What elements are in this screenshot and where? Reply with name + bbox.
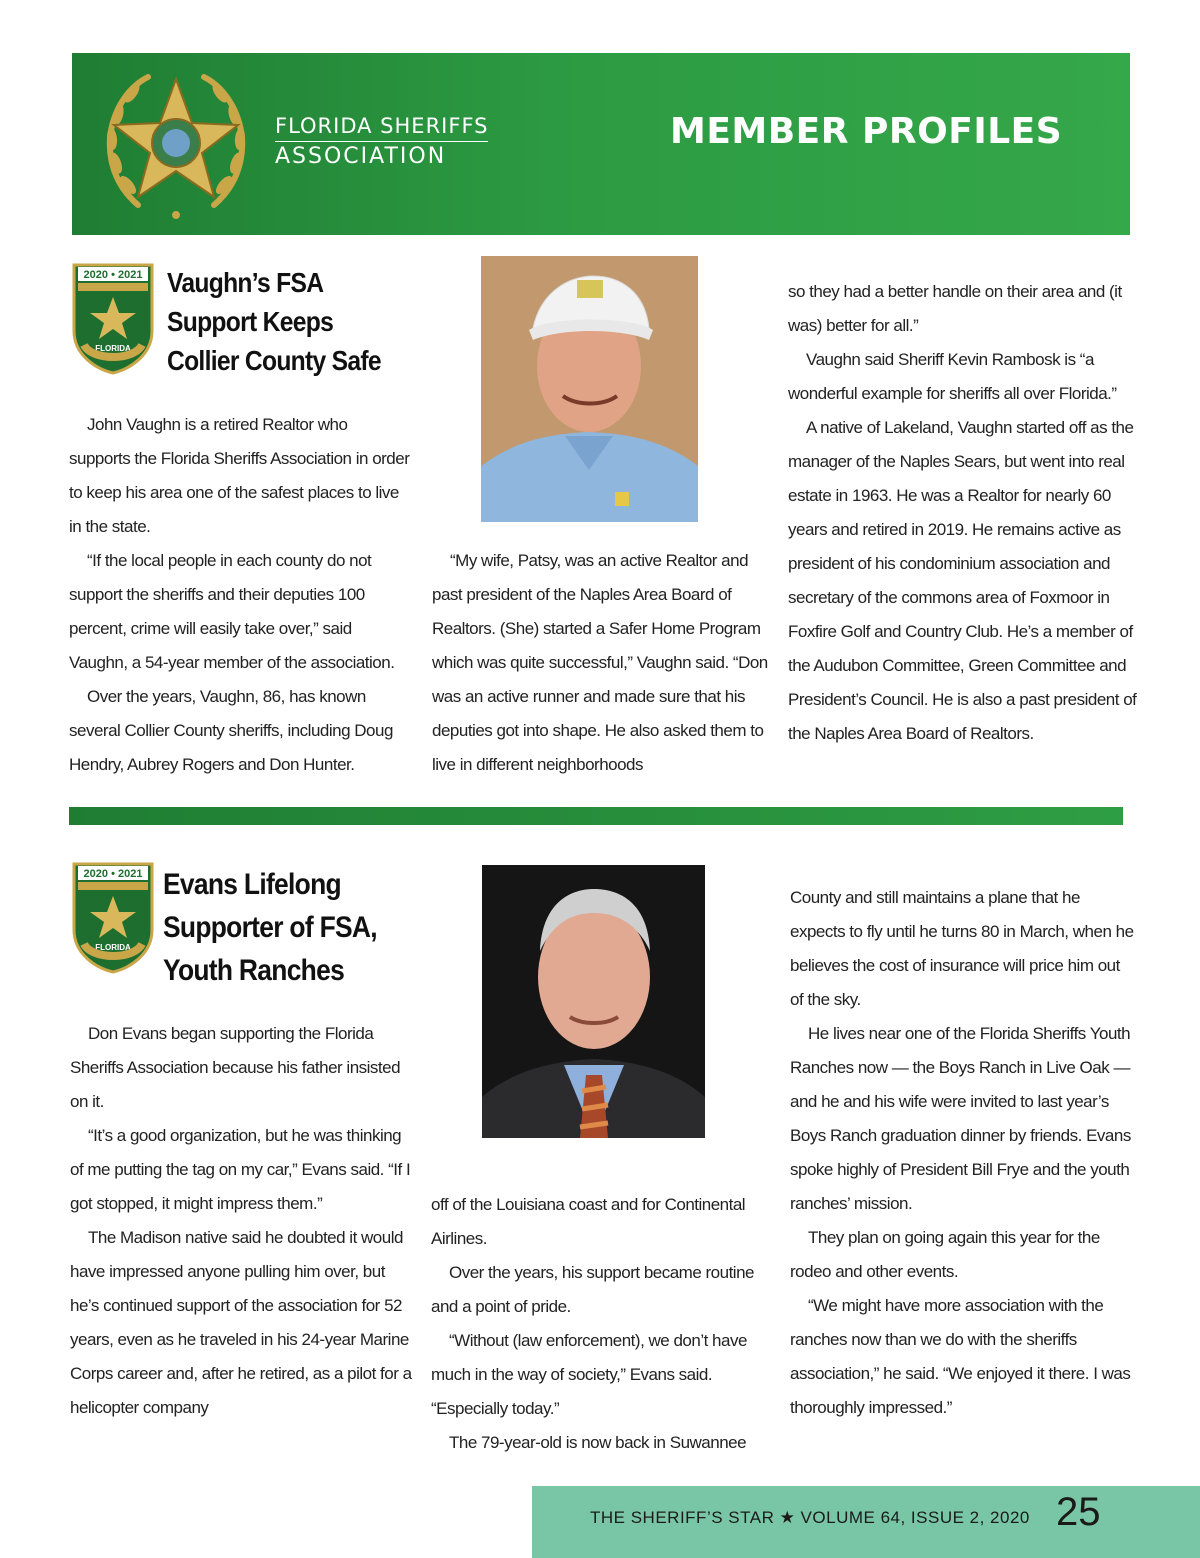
paragraph: John Vaughn is a retired Realtor who supports the Florida Sheriffs Association in order to keep his area one of the safest places to live in the state. [69,415,410,536]
article2-headline-line: Supporter of FSA, [163,911,377,944]
svg-text:FLORIDA: FLORIDA [95,344,131,353]
photo-john-vaughn [481,256,698,522]
paragraph: Over the years, Vaughn, 86, has known several Collier County sheriffs, including Doug Hendry, Aubrey Rogers and Don Hunter. [69,687,393,774]
portrait-image-icon [482,865,705,1138]
paragraph: Don Evans began supporting the Florida Sheriffs Association because his father insisted on it. [70,1024,401,1111]
paragraph: “My wife, Patsy, was an active Realtor and past president of the Naples Area Board of Realtors. (She) started a Safer Home Program which was quite successful,” Vaughn said. “Don was an active runner and made sure that his deputies got into shape. He also asked them to live in different neighborhoods [432,551,768,774]
article1-column1 [69,408,411,782]
honorary-member-badge-icon [70,860,156,974]
article1-column2 [432,544,768,782]
page-footer [532,1486,1200,1558]
article2-headline [163,863,377,992]
paragraph: “It’s a good organization, but he was thinking of me putting the tag on my car,” Evans said. “If I got stopped, it might impress them.” [70,1126,411,1213]
paragraph: so they had a better handle on their area and (it was) better for all.” [788,282,1122,335]
paragraph: Over the years, his support became routine and a point of pride. [431,1263,754,1316]
section-title: MEMBER PROFILES [670,111,1063,152]
article2-column1 [70,1017,412,1425]
paragraph: “We might have more association with the ranches now than we do with the sheriffs association,” he said. “We enjoyed it there. I was thoroughly impressed.” [790,1296,1131,1417]
section-divider [69,807,1123,825]
page-number: 25 [1056,1490,1101,1534]
portrait-image-icon [481,256,698,522]
sheriff-star-seal-icon [96,63,256,223]
paragraph: Vaughn said Sheriff Kevin Rambosk is “a wonderful example for sheriffs all over Florida.” [788,350,1117,403]
org-name-line1: FLORIDA SHERIFFS [275,113,488,142]
article2-headline-line: Evans Lifelong [163,868,341,901]
honorary-member-badge-icon [70,261,156,375]
article2-headline-line: Youth Ranches [163,954,345,987]
article1-headline-line: Collier County Safe [167,345,381,376]
article1-headline [167,263,381,380]
article2-column3 [790,881,1136,1425]
article1-column3 [788,275,1138,751]
paragraph: The Madison native said he doubted it would have impressed anyone pulling him over, but he’s continued support of the association for 52 years, even as he traveled in his 24-year Marine Corps career and, after he retired, as a pilot for a helicopter company [70,1228,412,1417]
organization-name [275,113,488,170]
publication-info: THE SHERIFF’S STAR ★ VOLUME 64, ISSUE 2, 2020 [590,1508,1030,1527]
paragraph: “Without (law enforcement), we don’t have much in the way of society,” Evans said. “Especially today.” [431,1331,747,1418]
header-banner [72,53,1130,235]
paragraph: They plan on going again this year for the rodeo and other events. [790,1228,1100,1281]
paragraph: A native of Lakeland, Vaughn started off as the manager of the Naples Sears, but went into real estate in 1963. He was a Realtor for nearly 60 years and retired in 2019. He remains active as president of his condominium association and secretary of the commons area of Foxmoor in Foxfire Golf and Country Club. He’s a member of the Audubon Committee, Green Committee and President’s Council. He is also a past president of the Naples Area Board of Realtors. [788,418,1137,743]
article1-headline-line: Support Keeps [167,306,334,337]
paragraph: He lives near one of the Florida Sheriffs Youth Ranches now — the Boys Ranch in Live Oak — and he and his wife were invited to last year’s Boys Ranch graduation dinner by friends. Evans spoke highly of President Bill Frye and the youth ranches’ mission. [790,1024,1131,1213]
paragraph: “If the local people in each county do not support the sheriffs and their deputies 100 percent, crime will easily take over,” said Vaughn, a 54-year member of the association. [69,551,395,672]
photo-don-evans [482,865,705,1138]
org-name-line2: ASSOCIATION [275,144,447,169]
paragraph: The 79-year-old is now back in Suwannee [449,1433,747,1452]
paragraph: off of the Louisiana coast and for Continental Airlines. [431,1195,746,1248]
article2-column2 [431,1188,767,1460]
article1-headline-line: Vaughn’s FSA [167,267,324,298]
svg-text:FLORIDA: FLORIDA [95,943,131,952]
svg-text:2020 • 2021: 2020 • 2021 [83,269,143,281]
svg-text:2020 • 2021: 2020 • 2021 [83,868,143,880]
paragraph: County and still maintains a plane that he expects to fly until he turns 80 in March, when he believes the cost of insurance will price him out of the sky. [790,888,1134,1009]
